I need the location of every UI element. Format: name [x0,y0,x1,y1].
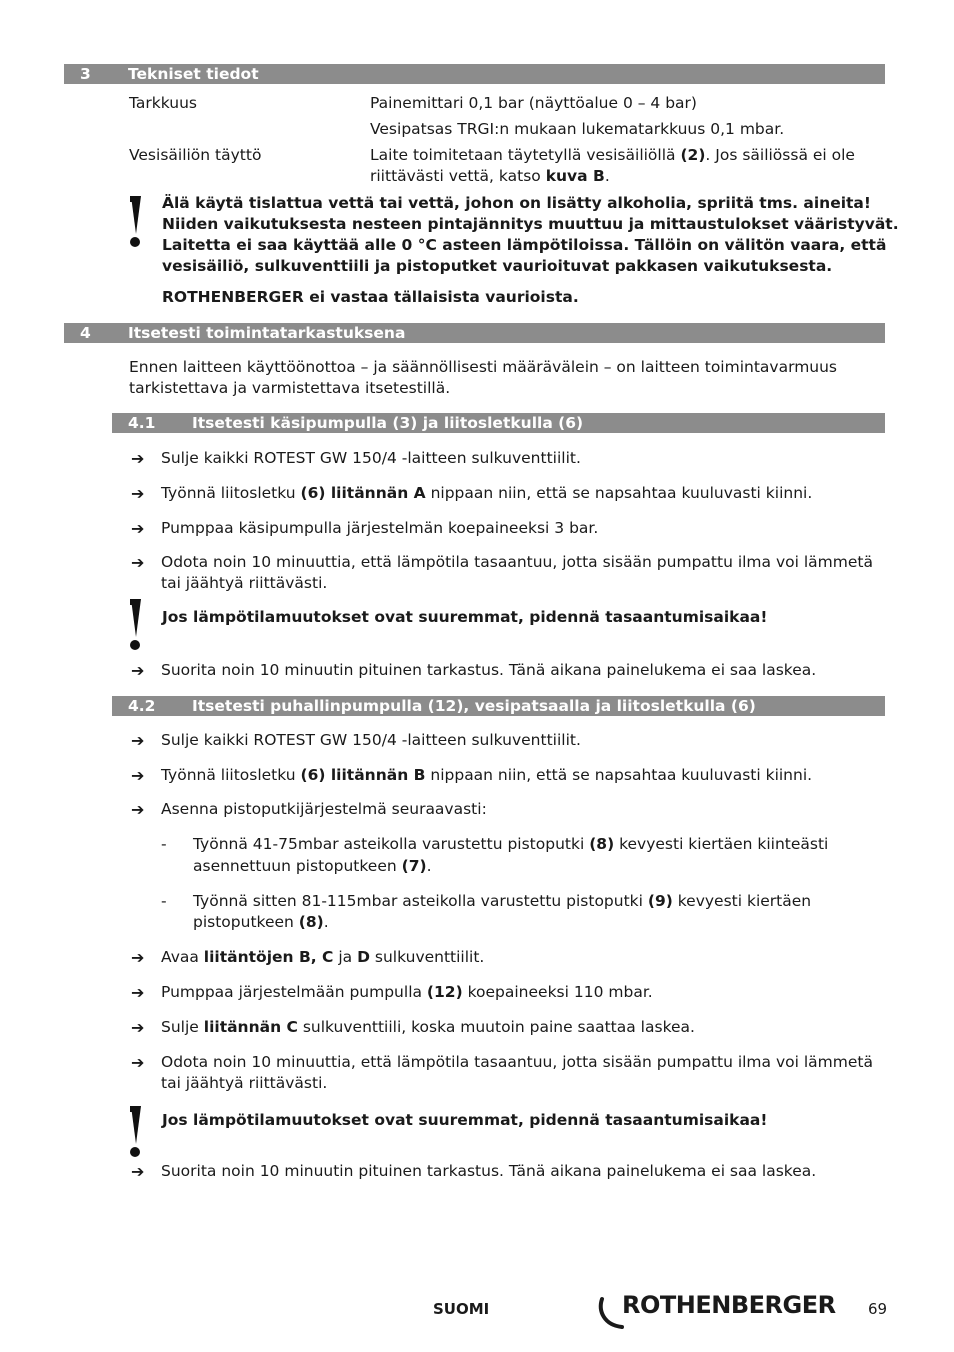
intro-line-2: tarkistettava ja varmistettava itsetestillä. [129,379,451,397]
arrow-right-icon: ➔ [131,1162,145,1181]
arrow-right-icon: ➔ [131,1053,145,1072]
intro-line-1: Ennen laitteen käyttöönottoa – ja säännöllisesti määrävälein – on laitteen toimintavarmuus [129,358,838,376]
section-3-header [64,64,885,84]
dash-bullet: - [161,892,167,910]
section-number: 4 [80,324,91,342]
arrow-right-icon: ➔ [131,553,145,572]
section-title: Itsetesti toimintatarkastuksena [128,324,406,342]
warning-line-5: ROTHENBERGER ei vastaa tällaisista vaurioista. [162,288,579,306]
step-item: Pumppaa järjestelmään pumpulla (12) koepaineeksi 110 mbar. [161,983,653,1001]
arrow-right-icon: ➔ [131,800,145,819]
tank-fill-line-1: Laite toimitetaan täytetyllä vesisäiliöllä (2). Jos säiliössä ei ole [370,146,855,164]
step-item: Sulje kaikki ROTEST GW 150/4 -laitteen sulkuventtiilit. [161,731,581,749]
arrow-right-icon: ➔ [131,519,145,538]
tank-fill-line-2: riittävästi vettä, katso kuva B. [370,167,610,185]
dash-bullet: - [161,835,167,853]
step-item-cont: tai jäähtyä riittävästi. [161,1074,328,1092]
warning-line-2: Niiden vaikutuksesta nesteen pintajännitys muuttuu ja mittaustulokset vääristyvät. [162,215,899,233]
step-item: Sulje kaikki ROTEST GW 150/4 -laitteen sulkuventtiilit. [161,449,581,467]
section-title: Tekniset tiedot [128,65,259,83]
section-number: 3 [80,65,91,83]
sub-step-item: Työnnä 41-75mbar asteikolla varustettu pistoputki (8) kevyesti kiertäen kiinteästi [193,835,829,853]
logo-text: ROTHENBERGER [622,1291,836,1319]
section-4-2-header [112,696,885,716]
step-item: Odota noin 10 minuuttia, että lämpötila tasaantuu, jotta sisään pumpattu ilma voi lämmetä [161,553,873,571]
page-number: 69 [868,1300,888,1318]
arrow-right-icon: ➔ [131,484,145,503]
arrow-right-icon: ➔ [131,983,145,1002]
warning-line-1: Älä käytä tislattua vettä tai vettä, johon on lisätty alkoholia, spriitä tms. aineita! [162,194,871,212]
step-item: Asenna pistoputkijärjestelmä seuraavasti: [161,800,487,818]
accuracy-value-2: Vesipatsas TRGI:n mukaan lukematarkkuus 0,1 mbar. [370,120,785,138]
step-item: Odota noin 10 minuuttia, että lämpötila tasaantuu, jotta sisään pumpattu ilma voi lämmetä [161,1053,873,1071]
warning-line-4: vesisäiliö, sulkuventtiili ja pistoputket vaurioituvat pakkasen vaikutuksesta. [162,257,833,275]
step-item: Pumppaa käsipumpulla järjestelmän koepaineeksi 3 bar. [161,519,599,537]
step-item: Avaa liitäntöjen B, C ja D sulkuventtiilit. [161,948,485,966]
arrow-right-icon: ➔ [131,449,145,468]
arrow-right-icon: ➔ [131,948,145,967]
sub-step-item-cont: pistoputkeen (8). [193,913,329,931]
footer-language: SUOMI [433,1300,490,1318]
tank-fill-label: Vesisäiliön täyttö [129,146,262,164]
arrow-right-icon: ➔ [131,731,145,750]
rothenberger-logo [596,1293,836,1331]
step-item: Suorita noin 10 minuutin pituinen tarkastus. Tänä aikana painelukema ei saa laskea. [161,661,817,679]
step-item: Sulje liitännän C sulkuventtiili, koska muutoin paine saattaa laskea. [161,1018,695,1036]
section-number: 4.2 [128,697,156,715]
section-title: Itsetesti käsipumpulla (3) ja liitosletkulla (6) [192,414,584,432]
accuracy-value-1: Painemittari 0,1 bar (näyttöalue 0 – 4 bar) [370,94,697,112]
step-item: Työnnä liitosletku (6) liitännän A nippaan niin, että se napsahtaa kuuluvasti kiinni. [161,484,813,502]
accuracy-label: Tarkkuus [129,94,197,112]
sub-step-item-cont: asennettuun pistoputkeen (7). [193,857,432,875]
section-4-1-header [112,413,885,433]
section-title: Itsetesti puhallinpumpulla (12), vesipatsaalla ja liitosletkulla (6) [192,697,756,715]
section-number: 4.1 [128,414,156,432]
sub-step-item: Työnnä sitten 81-115mbar asteikolla varustettu pistoputki (9) kevyesti kiertäen [193,892,812,910]
warning-line: Jos lämpötilamuutokset ovat suuremmat, pidennä tasaantumisaikaa! [162,1111,768,1129]
warning-line-3: Laitetta ei saa käyttää alle 0 °C asteen lämpötiloissa. Tällöin on välitön vaara, että [162,236,887,254]
section-4-header [64,323,885,343]
step-item: Työnnä liitosletku (6) liitännän B nippaan niin, että se napsahtaa kuuluvasti kiinni. [161,766,813,784]
arrow-right-icon: ➔ [131,1018,145,1037]
warning-line: Jos lämpötilamuutokset ovat suuremmat, pidennä tasaantumisaikaa! [162,608,768,626]
arrow-right-icon: ➔ [131,766,145,785]
arrow-right-icon: ➔ [131,661,145,680]
step-item-cont: tai jäähtyä riittävästi. [161,574,328,592]
step-item: Suorita noin 10 minuutin pituinen tarkastus. Tänä aikana painelukema ei saa laskea. [161,1162,817,1180]
